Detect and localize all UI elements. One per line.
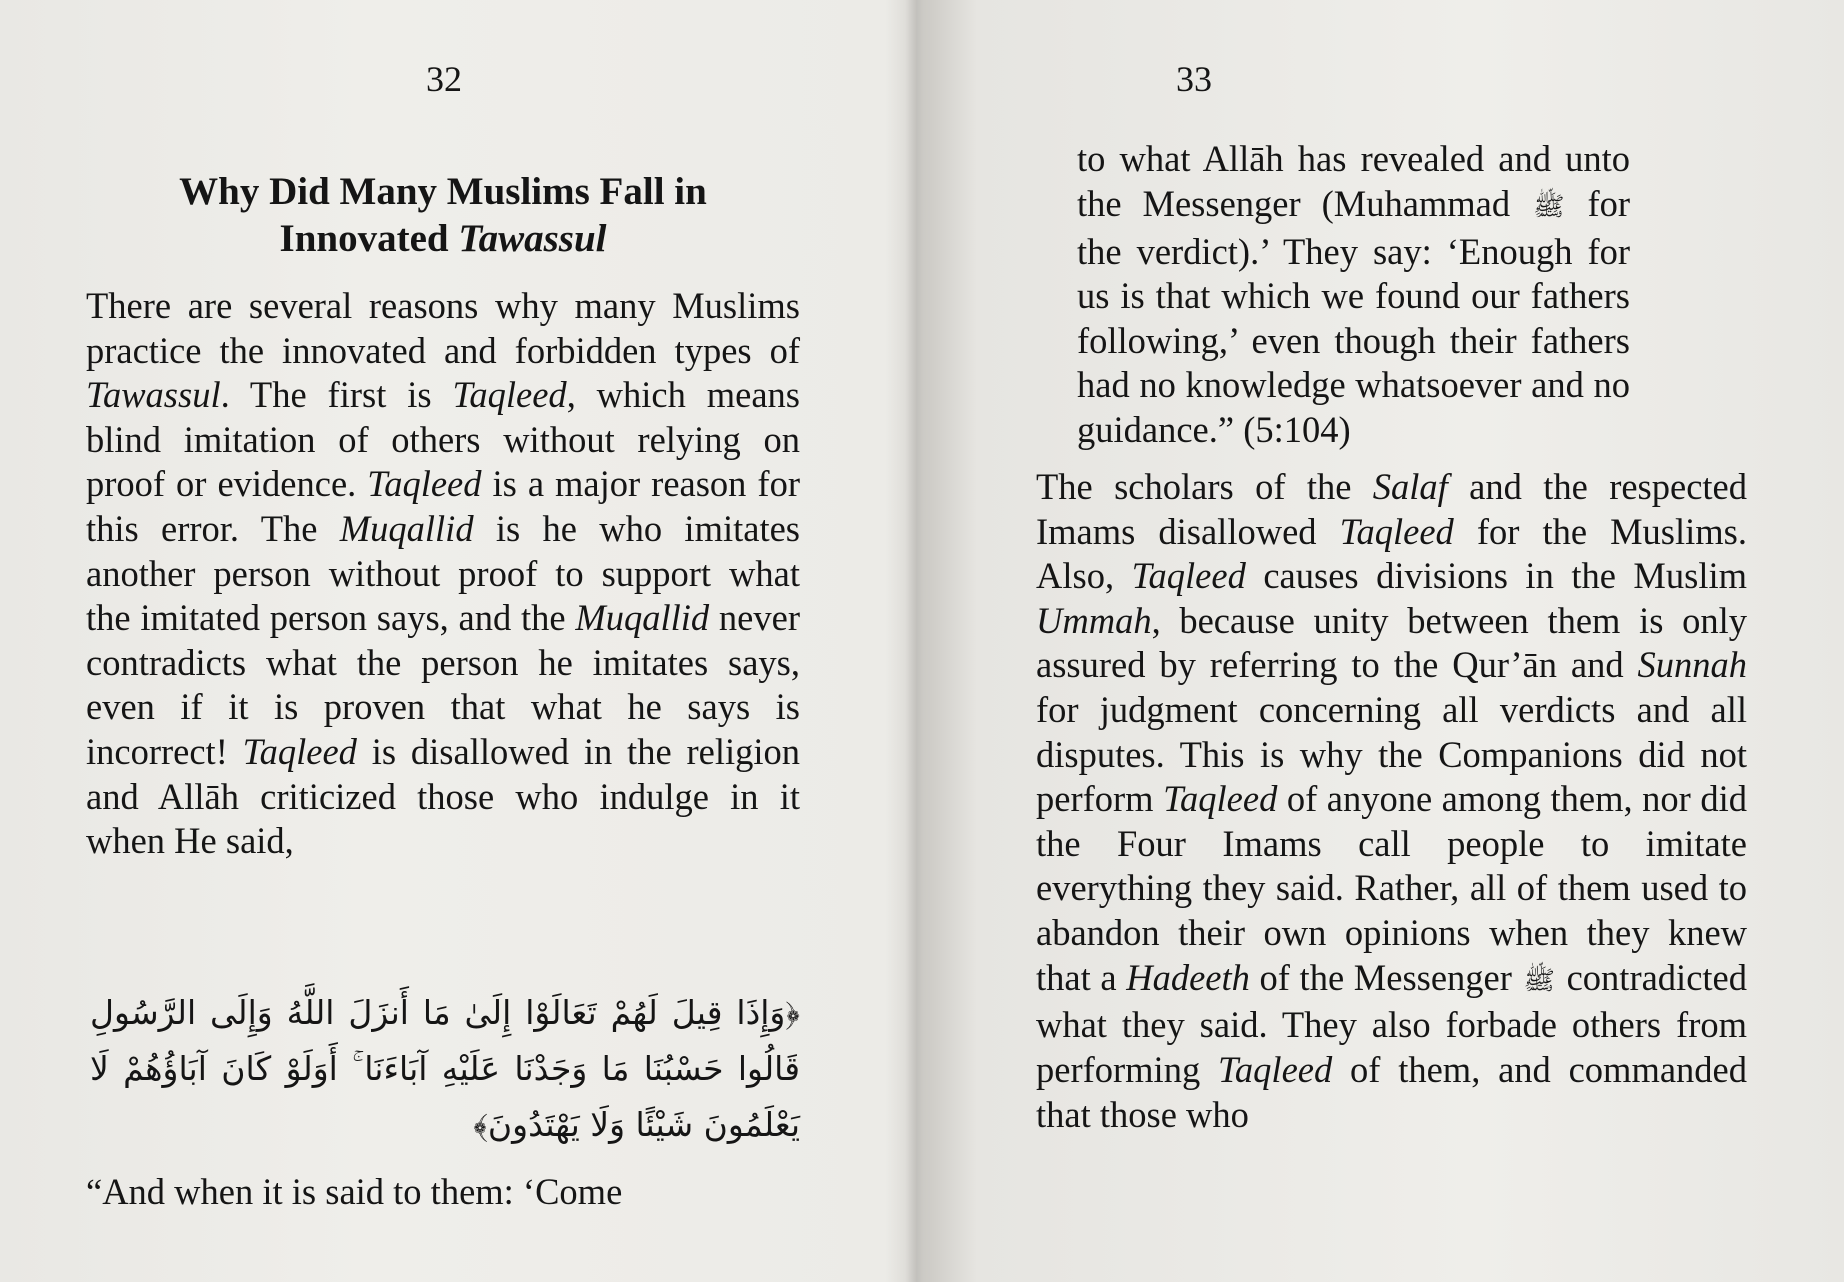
text-run: causes divisions in the Muslim [1245, 555, 1747, 597]
text-run: , because unity between them is only assured by referring to the Qur’ān and [1036, 599, 1747, 686]
translation-part-1: to what Allāh has revealed and unto the Messenger (Muhammad [1077, 138, 1630, 224]
italic-term: Taqleed [1339, 510, 1454, 552]
left-body-paragraph [86, 284, 800, 864]
italic-term: Tawassul [86, 374, 221, 416]
italic-term: Taqleed [1163, 778, 1278, 820]
text-run: for judgment concerning all verdicts and all disputes. This is why the Companions did not perform [1036, 688, 1747, 820]
italic-term: Salaf [1372, 466, 1448, 507]
right-body-paragraph [1036, 465, 1747, 1137]
text-run: , which means blind imitation of others without relying on proof or evidence. [86, 374, 800, 505]
italic-term: Ummah [1036, 599, 1152, 641]
italic-term: Taqleed [1217, 1049, 1333, 1091]
salawat-icon: ﷺ [1533, 191, 1565, 222]
text-run: of the Messenger [1249, 956, 1522, 998]
italic-term: Sunnah [1637, 644, 1747, 686]
italic-term: Muqallid [575, 597, 710, 639]
arabic-verse: ﴿وَإِذَا قِيلَ لَهُمْ تَعَالَوْا إِلَىٰ مَا أَنزَلَ اللَّهُ وَإِلَى الرَّسُولِ قَالُوا حَسْبُنَا مَا وَجَدْنَا عَلَيْهِ آبَاءَنَا ۚ أَوَلَوْ كَانَ آبَاؤُهُمْ لَا يَعْلَمُونَ شَيْئًا وَلَا يَهْتَدُونَ﴾ [90, 993, 800, 1144]
page-number-left: 32 [426, 59, 462, 99]
text-run: is a major reason for this error. The [86, 463, 800, 549]
text-run: is disallowed in the religion and Allāh criticized those who indulge in it when He said, [86, 730, 800, 862]
text-run: for the Muslims. Also, [1036, 510, 1747, 597]
text-run: The scholars of the [1036, 466, 1373, 507]
left-page [0, 0, 920, 1282]
verse-translation [1077, 137, 1630, 452]
italic-term: Taqleed [1131, 555, 1246, 597]
heading-line-1: Why Did Many Muslims Fall in [179, 170, 707, 213]
italic-term: Taqleed [242, 730, 357, 772]
chapter-heading [86, 168, 800, 262]
heading-line-2-italic: Tawassul [458, 217, 607, 260]
translation-part-2: for the verdict).’ They say: ‘Enough for us is that which we found our fathers following,’ even though their fathers had no knowledge whatsoever and no guidance.” (5:104) [1077, 182, 1630, 450]
text-run: There are several reasons why many Muslims practice the innovated and forbidden types of [86, 285, 800, 371]
text-run: of them, and commanded that those who [1036, 1049, 1747, 1135]
right-page [924, 0, 1844, 1282]
italic-term: Muqallid [339, 507, 474, 549]
text-run: . The first is [220, 374, 453, 416]
text-run: never contradicts what the person he imitates says, even if it is proven that what he says is incorrect! [86, 597, 800, 772]
heading-line-2 [86, 215, 800, 262]
heading-line-2-plain: Innovated [279, 217, 459, 260]
text-run: is he who imitates another person without proof to support what the imitated person says, and the [86, 507, 800, 639]
italic-term: Taqleed [452, 374, 567, 416]
text-run: contradicted what they said. They also forbade others from performing [1036, 956, 1747, 1091]
quote-opening: “And when it is said to them: ‘Come [86, 1171, 623, 1212]
salawat-icon: ﷺ [1523, 965, 1555, 996]
text-run: and the respected Imams disallowed [1036, 466, 1747, 552]
text-run: of anyone among them, nor did the Four Imams call people to imitate everything they said. Rather, all of them used to abandon their own opinions when they knew that a [1036, 778, 1747, 998]
italic-term: Hadeeth [1126, 956, 1250, 998]
italic-term: Taqleed [367, 463, 482, 505]
page-number-right: 33 [1176, 59, 1212, 99]
